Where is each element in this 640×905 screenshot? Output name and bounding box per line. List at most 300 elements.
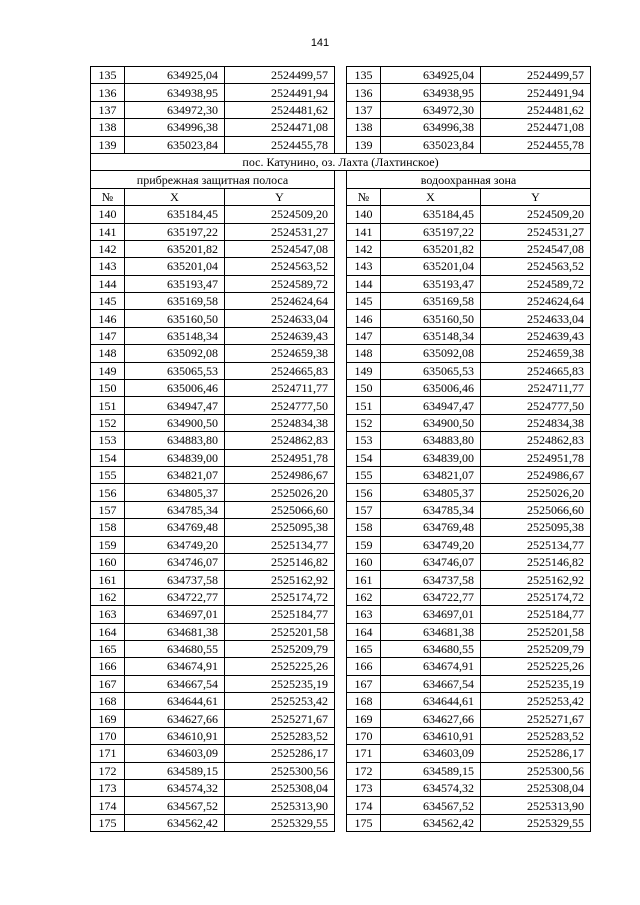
- x-coordinate-left: 634972,30: [125, 101, 225, 118]
- y-coordinate-right: 2525283,52: [481, 727, 591, 744]
- column-gap: [335, 519, 347, 536]
- y-coordinate-right: 2525184,77: [481, 606, 591, 623]
- table-row: [91, 762, 591, 779]
- header-row: [91, 188, 591, 205]
- point-number-right: 135: [347, 67, 381, 84]
- column-gap: [335, 380, 347, 397]
- point-number-right: 139: [347, 136, 381, 153]
- x-coordinate-left: 634567,52: [125, 797, 225, 814]
- table-row: [91, 362, 591, 379]
- y-coordinate-right: 2525201,58: [481, 623, 591, 640]
- x-coordinate-right: 634821,07: [381, 466, 481, 483]
- x-coordinate-left: 634883,80: [125, 432, 225, 449]
- x-coordinate-left: 634805,37: [125, 484, 225, 501]
- table-row: [91, 380, 591, 397]
- point-number-right: 170: [347, 727, 381, 744]
- y-coordinate-left: 2524471,08: [225, 119, 335, 136]
- y-coordinate-left: 2525162,92: [225, 571, 335, 588]
- point-number-right: 156: [347, 484, 381, 501]
- x-coordinate-left: 634610,91: [125, 727, 225, 744]
- x-coordinate-left: 635184,45: [125, 206, 225, 223]
- x-coordinate-right: 634610,91: [381, 727, 481, 744]
- y-coordinate-left: 2525026,20: [225, 484, 335, 501]
- point-number-right: 157: [347, 501, 381, 518]
- x-coordinate-right: 634769,48: [381, 519, 481, 536]
- y-coordinate-left: 2525134,77: [225, 536, 335, 553]
- point-number-left: 136: [91, 84, 125, 101]
- y-coordinate-left: 2525286,17: [225, 745, 335, 762]
- table-row: [91, 397, 591, 414]
- y-coordinate-right: 2524659,38: [481, 345, 591, 362]
- point-number-right: 151: [347, 397, 381, 414]
- y-coordinate-left: 2524951,78: [225, 449, 335, 466]
- column-gap: [335, 710, 347, 727]
- column-gap: [335, 275, 347, 292]
- x-coordinate-right: 634947,47: [381, 397, 481, 414]
- table-row: [91, 345, 591, 362]
- point-number-right: 143: [347, 258, 381, 275]
- point-number-right: 138: [347, 119, 381, 136]
- point-number-right: 167: [347, 675, 381, 692]
- x-coordinate-left: 634562,42: [125, 814, 225, 831]
- x-coordinate-right: 634589,15: [381, 762, 481, 779]
- x-coordinate-right: 635160,50: [381, 310, 481, 327]
- table-row: [91, 206, 591, 223]
- point-number-right: 137: [347, 101, 381, 118]
- column-gap: [335, 553, 347, 570]
- y-coordinate-left: 2524563,52: [225, 258, 335, 275]
- table-row: [91, 623, 591, 640]
- table-row: [91, 84, 591, 101]
- x-coordinate-left: 634737,58: [125, 571, 225, 588]
- column-gap: [335, 745, 347, 762]
- column-gap: [335, 501, 347, 518]
- point-number-right: 161: [347, 571, 381, 588]
- table-row: [91, 67, 591, 84]
- point-number-right: 163: [347, 606, 381, 623]
- point-number-right: 174: [347, 797, 381, 814]
- column-gap: [335, 432, 347, 449]
- y-coordinate-left: 2525253,42: [225, 693, 335, 710]
- point-number-left: 152: [91, 414, 125, 431]
- right-zone-title: водоохранная зона: [347, 171, 591, 188]
- x-coordinate-right: 634839,00: [381, 449, 481, 466]
- y-coordinate-left: 2524862,83: [225, 432, 335, 449]
- y-coordinate-right: 2524624,64: [481, 293, 591, 310]
- column-gap: [335, 136, 347, 153]
- header-y-right: Y: [481, 188, 591, 205]
- y-coordinate-left: 2524711,77: [225, 380, 335, 397]
- table-row: [91, 223, 591, 240]
- y-coordinate-left: 2525209,79: [225, 640, 335, 657]
- y-coordinate-left: 2525235,19: [225, 675, 335, 692]
- point-number-left: 149: [91, 362, 125, 379]
- y-coordinate-left: 2524777,50: [225, 397, 335, 414]
- point-number-left: 146: [91, 310, 125, 327]
- x-coordinate-left: 635160,50: [125, 310, 225, 327]
- x-coordinate-left: 634746,07: [125, 553, 225, 570]
- y-coordinate-right: 2525225,26: [481, 658, 591, 675]
- point-number-right: 146: [347, 310, 381, 327]
- point-number-left: 142: [91, 240, 125, 257]
- y-coordinate-right: 2524589,72: [481, 275, 591, 292]
- y-coordinate-right: 2524547,08: [481, 240, 591, 257]
- point-number-left: 145: [91, 293, 125, 310]
- zone-row: [91, 171, 591, 188]
- point-number-left: 160: [91, 553, 125, 570]
- y-coordinate-right: 2524777,50: [481, 397, 591, 414]
- y-coordinate-right: 2524639,43: [481, 327, 591, 344]
- y-coordinate-left: 2525308,04: [225, 780, 335, 797]
- column-gap: [335, 466, 347, 483]
- point-number-right: 175: [347, 814, 381, 831]
- point-number-right: 145: [347, 293, 381, 310]
- point-number-right: 169: [347, 710, 381, 727]
- y-coordinate-right: 2524509,20: [481, 206, 591, 223]
- y-coordinate-right: 2524665,83: [481, 362, 591, 379]
- x-coordinate-right: 634938,95: [381, 84, 481, 101]
- x-coordinate-right: 634574,32: [381, 780, 481, 797]
- point-number-right: 165: [347, 640, 381, 657]
- y-coordinate-left: 2524499,57: [225, 67, 335, 84]
- table-row: [91, 553, 591, 570]
- x-coordinate-right: 634697,01: [381, 606, 481, 623]
- point-number-left: 169: [91, 710, 125, 727]
- x-coordinate-left: 635169,58: [125, 293, 225, 310]
- point-number-left: 173: [91, 780, 125, 797]
- y-coordinate-right: 2524633,04: [481, 310, 591, 327]
- point-number-left: 158: [91, 519, 125, 536]
- point-number-right: 160: [347, 553, 381, 570]
- x-coordinate-right: 634737,58: [381, 571, 481, 588]
- x-coordinate-right: 634667,54: [381, 675, 481, 692]
- y-coordinate-right: 2524531,27: [481, 223, 591, 240]
- table-row: [91, 101, 591, 118]
- point-number-right: 147: [347, 327, 381, 344]
- x-coordinate-right: 634972,30: [381, 101, 481, 118]
- y-coordinate-left: 2524547,08: [225, 240, 335, 257]
- x-coordinate-left: 634925,04: [125, 67, 225, 84]
- x-coordinate-left: 634603,09: [125, 745, 225, 762]
- y-coordinate-left: 2524455,78: [225, 136, 335, 153]
- page-number: 141: [310, 37, 330, 49]
- y-coordinate-right: 2524563,52: [481, 258, 591, 275]
- point-number-left: 172: [91, 762, 125, 779]
- x-coordinate-right: 634674,91: [381, 658, 481, 675]
- x-coordinate-right: 635201,04: [381, 258, 481, 275]
- y-coordinate-right: 2524491,94: [481, 84, 591, 101]
- x-coordinate-left: 634996,38: [125, 119, 225, 136]
- column-gap: [335, 623, 347, 640]
- y-coordinate-left: 2525225,26: [225, 658, 335, 675]
- y-coordinate-left: 2524986,67: [225, 466, 335, 483]
- table-row: [91, 484, 591, 501]
- x-coordinate-right: 635023,84: [381, 136, 481, 153]
- table-row: [91, 240, 591, 257]
- y-coordinate-left: 2525095,38: [225, 519, 335, 536]
- point-number-left: 143: [91, 258, 125, 275]
- y-coordinate-right: 2525271,67: [481, 710, 591, 727]
- point-number-left: 157: [91, 501, 125, 518]
- table-row: [91, 449, 591, 466]
- column-gap: [335, 310, 347, 327]
- x-coordinate-right: 634805,37: [381, 484, 481, 501]
- y-coordinate-left: 2524481,62: [225, 101, 335, 118]
- x-coordinate-right: 635169,58: [381, 293, 481, 310]
- point-number-left: 151: [91, 397, 125, 414]
- x-coordinate-right: 634900,50: [381, 414, 481, 431]
- point-number-left: 175: [91, 814, 125, 831]
- point-number-right: 152: [347, 414, 381, 431]
- column-gap: [335, 188, 347, 205]
- point-number-right: 153: [347, 432, 381, 449]
- table-row: [91, 606, 591, 623]
- x-coordinate-left: 635023,84: [125, 136, 225, 153]
- point-number-left: 153: [91, 432, 125, 449]
- table-row: [91, 119, 591, 136]
- column-gap: [335, 571, 347, 588]
- y-coordinate-right: 2525329,55: [481, 814, 591, 831]
- column-gap: [335, 780, 347, 797]
- point-number-left: 174: [91, 797, 125, 814]
- x-coordinate-left: 634574,32: [125, 780, 225, 797]
- x-coordinate-right: 635201,82: [381, 240, 481, 257]
- point-number-left: 139: [91, 136, 125, 153]
- point-number-left: 141: [91, 223, 125, 240]
- y-coordinate-right: 2524834,38: [481, 414, 591, 431]
- point-number-left: 140: [91, 206, 125, 223]
- point-number-left: 170: [91, 727, 125, 744]
- x-coordinate-left: 634938,95: [125, 84, 225, 101]
- x-coordinate-left: 635092,08: [125, 345, 225, 362]
- column-gap: [335, 536, 347, 553]
- y-coordinate-left: 2524589,72: [225, 275, 335, 292]
- x-coordinate-right: 634681,38: [381, 623, 481, 640]
- column-gap: [335, 362, 347, 379]
- y-coordinate-left: 2524509,20: [225, 206, 335, 223]
- column-gap: [335, 675, 347, 692]
- column-gap: [335, 206, 347, 223]
- x-coordinate-right: 634746,07: [381, 553, 481, 570]
- point-number-left: 155: [91, 466, 125, 483]
- point-number-left: 164: [91, 623, 125, 640]
- column-gap: [335, 293, 347, 310]
- table-row: [91, 571, 591, 588]
- table-row: [91, 745, 591, 762]
- y-coordinate-right: 2525066,60: [481, 501, 591, 518]
- table-row: [91, 466, 591, 483]
- point-number-left: 167: [91, 675, 125, 692]
- x-coordinate-right: 634722,77: [381, 588, 481, 605]
- column-gap: [335, 606, 347, 623]
- x-coordinate-left: 634697,01: [125, 606, 225, 623]
- x-coordinate-left: 634627,66: [125, 710, 225, 727]
- x-coordinate-left: 635006,46: [125, 380, 225, 397]
- x-coordinate-right: 634785,34: [381, 501, 481, 518]
- x-coordinate-right: 634883,80: [381, 432, 481, 449]
- point-number-right: 173: [347, 780, 381, 797]
- column-gap: [335, 397, 347, 414]
- y-coordinate-right: 2525308,04: [481, 780, 591, 797]
- y-coordinate-right: 2525253,42: [481, 693, 591, 710]
- x-coordinate-left: 635197,22: [125, 223, 225, 240]
- x-coordinate-left: 635201,04: [125, 258, 225, 275]
- y-coordinate-left: 2524531,27: [225, 223, 335, 240]
- location-title: пос. Катунино, оз. Лахта (Лахтинское): [91, 153, 591, 170]
- table-row: [91, 536, 591, 553]
- x-coordinate-left: 635065,53: [125, 362, 225, 379]
- x-coordinate-right: 634603,09: [381, 745, 481, 762]
- point-number-right: 162: [347, 588, 381, 605]
- point-number-right: 148: [347, 345, 381, 362]
- y-coordinate-left: 2524665,83: [225, 362, 335, 379]
- y-coordinate-left: 2525146,82: [225, 553, 335, 570]
- point-number-right: 136: [347, 84, 381, 101]
- x-coordinate-left: 635148,34: [125, 327, 225, 344]
- point-number-left: 168: [91, 693, 125, 710]
- y-coordinate-right: 2524481,62: [481, 101, 591, 118]
- point-number-right: 141: [347, 223, 381, 240]
- y-coordinate-right: 2524499,57: [481, 67, 591, 84]
- header-num-right: №: [347, 188, 381, 205]
- table-row: [91, 258, 591, 275]
- x-coordinate-right: 635092,08: [381, 345, 481, 362]
- y-coordinate-left: 2524633,04: [225, 310, 335, 327]
- x-coordinate-left: 634681,38: [125, 623, 225, 640]
- point-number-right: 168: [347, 693, 381, 710]
- column-gap: [335, 119, 347, 136]
- point-number-left: 147: [91, 327, 125, 344]
- column-gap: [335, 67, 347, 84]
- point-number-left: 165: [91, 640, 125, 657]
- column-gap: [335, 814, 347, 831]
- point-number-right: 171: [347, 745, 381, 762]
- point-number-left: 171: [91, 745, 125, 762]
- column-gap: [335, 640, 347, 657]
- table-row: [91, 432, 591, 449]
- y-coordinate-left: 2525271,67: [225, 710, 335, 727]
- x-coordinate-left: 635193,47: [125, 275, 225, 292]
- header-y-left: Y: [225, 188, 335, 205]
- y-coordinate-right: 2524471,08: [481, 119, 591, 136]
- y-coordinate-left: 2525283,52: [225, 727, 335, 744]
- x-coordinate-left: 634785,34: [125, 501, 225, 518]
- point-number-right: 154: [347, 449, 381, 466]
- column-gap: [335, 588, 347, 605]
- x-coordinate-left: 634722,77: [125, 588, 225, 605]
- point-number-right: 150: [347, 380, 381, 397]
- point-number-right: 172: [347, 762, 381, 779]
- x-coordinate-left: 634769,48: [125, 519, 225, 536]
- x-coordinate-right: 635148,34: [381, 327, 481, 344]
- point-number-right: 166: [347, 658, 381, 675]
- x-coordinate-right: 634627,66: [381, 710, 481, 727]
- y-coordinate-right: 2525235,19: [481, 675, 591, 692]
- column-gap: [335, 327, 347, 344]
- x-coordinate-left: 634900,50: [125, 414, 225, 431]
- point-number-right: 159: [347, 536, 381, 553]
- point-number-right: 155: [347, 466, 381, 483]
- column-gap: [335, 240, 347, 257]
- x-coordinate-right: 634562,42: [381, 814, 481, 831]
- column-gap: [335, 727, 347, 744]
- column-gap: [335, 84, 347, 101]
- y-coordinate-right: 2524455,78: [481, 136, 591, 153]
- x-coordinate-right: 634644,61: [381, 693, 481, 710]
- point-number-right: 144: [347, 275, 381, 292]
- header-num-left: №: [91, 188, 125, 205]
- table-row: [91, 814, 591, 831]
- table-row: [91, 275, 591, 292]
- table-row: [91, 710, 591, 727]
- x-coordinate-left: 634644,61: [125, 693, 225, 710]
- table-row: [91, 327, 591, 344]
- point-number-left: 148: [91, 345, 125, 362]
- column-gap: [335, 101, 347, 118]
- point-number-left: 150: [91, 380, 125, 397]
- table-row: [91, 693, 591, 710]
- x-coordinate-left: 635201,82: [125, 240, 225, 257]
- point-number-left: 154: [91, 449, 125, 466]
- column-gap: [335, 797, 347, 814]
- x-coordinate-left: 634667,54: [125, 675, 225, 692]
- coordinates-table: [90, 66, 591, 832]
- y-coordinate-left: 2525066,60: [225, 501, 335, 518]
- table-row: [91, 136, 591, 153]
- x-coordinate-right: 634925,04: [381, 67, 481, 84]
- y-coordinate-right: 2524986,67: [481, 466, 591, 483]
- column-gap: [335, 223, 347, 240]
- column-gap: [335, 414, 347, 431]
- y-coordinate-right: 2525300,56: [481, 762, 591, 779]
- x-coordinate-left: 634821,07: [125, 466, 225, 483]
- x-coordinate-right: 634680,55: [381, 640, 481, 657]
- point-number-right: 142: [347, 240, 381, 257]
- y-coordinate-left: 2525313,90: [225, 797, 335, 814]
- point-number-left: 138: [91, 119, 125, 136]
- y-coordinate-left: 2525201,58: [225, 623, 335, 640]
- table-row: [91, 501, 591, 518]
- x-coordinate-left: 634749,20: [125, 536, 225, 553]
- x-coordinate-left: 634680,55: [125, 640, 225, 657]
- table-row: [91, 310, 591, 327]
- y-coordinate-right: 2525286,17: [481, 745, 591, 762]
- point-number-left: 161: [91, 571, 125, 588]
- y-coordinate-right: 2525174,72: [481, 588, 591, 605]
- point-number-right: 164: [347, 623, 381, 640]
- column-gap: [335, 762, 347, 779]
- table-row: [91, 414, 591, 431]
- point-number-left: 135: [91, 67, 125, 84]
- table-row: [91, 675, 591, 692]
- x-coordinate-right: 635006,46: [381, 380, 481, 397]
- y-coordinate-right: 2525026,20: [481, 484, 591, 501]
- column-gap: [335, 484, 347, 501]
- y-coordinate-left: 2525174,72: [225, 588, 335, 605]
- table-row: [91, 727, 591, 744]
- location-row: [91, 153, 591, 170]
- left-zone-title: прибрежная защитная полоса: [91, 171, 335, 188]
- point-number-right: 158: [347, 519, 381, 536]
- table-row: [91, 797, 591, 814]
- y-coordinate-left: 2524491,94: [225, 84, 335, 101]
- point-number-left: 156: [91, 484, 125, 501]
- point-number-left: 159: [91, 536, 125, 553]
- column-gap: [335, 258, 347, 275]
- header-x-left: X: [125, 188, 225, 205]
- point-number-left: 162: [91, 588, 125, 605]
- y-coordinate-right: 2524711,77: [481, 380, 591, 397]
